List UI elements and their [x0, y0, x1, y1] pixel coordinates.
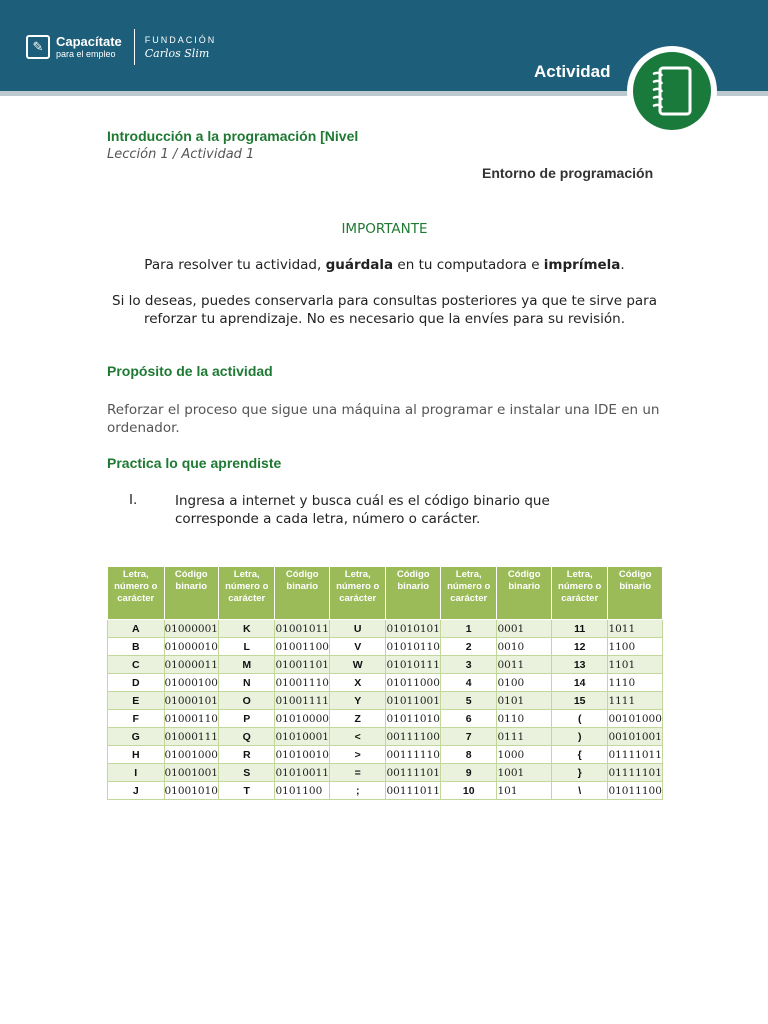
binary-cell: 0101 [497, 692, 551, 710]
table-row [108, 782, 663, 800]
header-bin: Código binario [608, 567, 663, 620]
table-header-row [108, 567, 663, 620]
binary-cell: 00111110 [386, 746, 440, 764]
header-char: Letra, número o carácter [551, 567, 608, 620]
char-cell: U [329, 620, 386, 638]
binary-cell: 0111 [497, 728, 551, 746]
binary-cell: 1111 [608, 692, 663, 710]
notebook-icon [640, 62, 704, 122]
binary-cell: 01001110 [275, 674, 329, 692]
header-bin: Código binario [497, 567, 551, 620]
char-cell: P [218, 710, 275, 728]
binary-cell: 01001010 [164, 782, 218, 800]
binary-cell: 01001001 [164, 764, 218, 782]
table-row [108, 620, 663, 638]
binary-cell: 0110 [497, 710, 551, 728]
foundation-label: FUNDACIÓN [144, 34, 217, 45]
char-cell: 9 [440, 764, 497, 782]
binary-cell: 01000100 [164, 674, 218, 692]
char-cell: ) [551, 728, 608, 746]
binary-code-table [107, 566, 663, 800]
binary-cell: 1100 [608, 638, 663, 656]
header-bin: Código binario [275, 567, 329, 620]
section-title: Actividad [534, 62, 611, 81]
char-cell: N [218, 674, 275, 692]
binary-cell: 00101001 [608, 728, 663, 746]
char-cell: 5 [440, 692, 497, 710]
binary-cell: 1000 [497, 746, 551, 764]
binary-cell: 01001011 [275, 620, 329, 638]
instr-text-2: en tu computadora e [393, 257, 544, 273]
char-cell: V [329, 638, 386, 656]
logo-icon: ✎ [26, 35, 50, 59]
binary-cell: 1110 [608, 674, 663, 692]
binary-cell: 01000011 [164, 656, 218, 674]
binary-cell: 0011 [497, 656, 551, 674]
header-char: Letra, número o carácter [218, 567, 275, 620]
binary-cell: 01001000 [164, 746, 218, 764]
char-cell: 12 [551, 638, 608, 656]
binary-cell: 0101100 [275, 782, 329, 800]
foundation-logo [145, 36, 217, 59]
char-cell: J [108, 782, 165, 800]
binary-cell: 01010101 [386, 620, 440, 638]
char-cell: Z [329, 710, 386, 728]
item-number: I. [129, 492, 138, 508]
char-cell: I [108, 764, 165, 782]
important-heading: IMPORTANTE [341, 221, 428, 237]
table-row [108, 710, 663, 728]
char-cell: 3 [440, 656, 497, 674]
char-cell: K [218, 620, 275, 638]
char-cell: S [218, 764, 275, 782]
binary-cell: 1011 [608, 620, 663, 638]
binary-cell: 0010 [497, 638, 551, 656]
char-cell: 4 [440, 674, 497, 692]
lesson-label: Lección 1 / Actividad 1 [107, 147, 255, 162]
binary-cell: 01001101 [275, 656, 329, 674]
table-row [108, 674, 663, 692]
binary-cell: 01010000 [275, 710, 329, 728]
foundation-signature: Carlos Slim [144, 46, 210, 60]
char-cell: W [329, 656, 386, 674]
char-cell: L [218, 638, 275, 656]
instr-bold-print: imprímela [543, 257, 621, 273]
char-cell: \ [551, 782, 608, 800]
binary-cell: 01011001 [386, 692, 440, 710]
logo-main-text: Capacítate [56, 34, 122, 49]
header-char: Letra, número o carácter [108, 567, 165, 620]
binary-cell: 01010001 [275, 728, 329, 746]
binary-cell: 01011010 [386, 710, 440, 728]
practice-heading: Practica lo que aprendiste [107, 455, 282, 471]
binary-cell: 01011100 [608, 782, 663, 800]
logo-divider [134, 29, 135, 65]
binary-cell: 101 [497, 782, 551, 800]
binary-cell: 00101000 [608, 710, 663, 728]
char-cell: B [108, 638, 165, 656]
char-cell: F [108, 710, 165, 728]
table-row [108, 638, 663, 656]
char-cell: < [329, 728, 386, 746]
item-text: Ingresa a internet y busca cuál es el código binario que corresponde a cada letra, número o carácter. [175, 493, 550, 527]
char-cell: H [108, 746, 165, 764]
binary-cell: 01001100 [275, 638, 329, 656]
binary-cell: 01011000 [386, 674, 440, 692]
note-paragraph: Si lo deseas, puedes conservarla para consultas posteriores ya que te sirve para reforzar tu aprendizaje. No es necesario que la envíes para su revisión. [112, 293, 657, 327]
table-row [108, 746, 663, 764]
char-cell: E [108, 692, 165, 710]
binary-cell: 0001 [497, 620, 551, 638]
char-cell: O [218, 692, 275, 710]
binary-cell: 01000111 [164, 728, 218, 746]
binary-cell: 00111100 [386, 728, 440, 746]
char-cell: } [551, 764, 608, 782]
char-cell: > [329, 746, 386, 764]
binary-cell: 01010010 [275, 746, 329, 764]
table-row [108, 656, 663, 674]
instr-text-3: . [620, 257, 625, 273]
instr-text-1: Para resolver tu actividad, [144, 257, 326, 273]
purpose-heading: Propósito de la actividad [107, 363, 273, 379]
table-row [108, 764, 663, 782]
header-char: Letra, número o carácter [440, 567, 497, 620]
binary-cell: 01000110 [164, 710, 218, 728]
table-body [108, 620, 663, 800]
char-cell: 8 [440, 746, 497, 764]
char-cell: ; [329, 782, 386, 800]
binary-cell: 00111011 [386, 782, 440, 800]
table-row [108, 692, 663, 710]
char-cell: C [108, 656, 165, 674]
char-cell: A [108, 620, 165, 638]
char-cell: D [108, 674, 165, 692]
binary-cell: 01010011 [275, 764, 329, 782]
binary-cell: 01000001 [164, 620, 218, 638]
char-cell: Q [218, 728, 275, 746]
header-bin: Código binario [386, 567, 440, 620]
char-cell: T [218, 782, 275, 800]
topic-label: Entorno de programación [482, 165, 654, 181]
char-cell: 7 [440, 728, 497, 746]
binary-cell: 01000010 [164, 638, 218, 656]
char-cell: R [218, 746, 275, 764]
char-cell: M [218, 656, 275, 674]
instructions-paragraph [107, 256, 662, 274]
binary-cell: 00111101 [386, 764, 440, 782]
char-cell: 10 [440, 782, 497, 800]
char-cell: Y [329, 692, 386, 710]
logo [26, 30, 216, 64]
binary-cell: 01111011 [608, 746, 663, 764]
char-cell: ( [551, 710, 608, 728]
binary-cell: 0100 [497, 674, 551, 692]
char-cell: 13 [551, 656, 608, 674]
logo-text [56, 35, 122, 59]
binary-cell: 01111101 [608, 764, 663, 782]
header-char: Letra, número o carácter [329, 567, 386, 620]
char-cell: 1 [440, 620, 497, 638]
table-row [108, 728, 663, 746]
char-cell: X [329, 674, 386, 692]
binary-cell: 1001 [497, 764, 551, 782]
char-cell: 11 [551, 620, 608, 638]
binary-cell: 01001111 [275, 692, 329, 710]
binary-cell: 1101 [608, 656, 663, 674]
char-cell: = [329, 764, 386, 782]
instr-bold-save: guárdala [325, 257, 394, 273]
purpose-text: Reforzar el proceso que sigue una máquina al programar e instalar una IDE en un ordenador. [107, 402, 660, 436]
char-cell: 6 [440, 710, 497, 728]
char-cell: 15 [551, 692, 608, 710]
binary-cell: 01010111 [386, 656, 440, 674]
char-cell: 2 [440, 638, 497, 656]
char-cell: 14 [551, 674, 608, 692]
header-bin: Código binario [164, 567, 218, 620]
char-cell: G [108, 728, 165, 746]
binary-cell: 01010110 [386, 638, 440, 656]
char-cell: { [551, 746, 608, 764]
binary-cell: 01000101 [164, 692, 218, 710]
course-title: Introducción a la programación [Nivel [107, 128, 359, 144]
logo-sub-text: para el empleo [56, 49, 116, 59]
